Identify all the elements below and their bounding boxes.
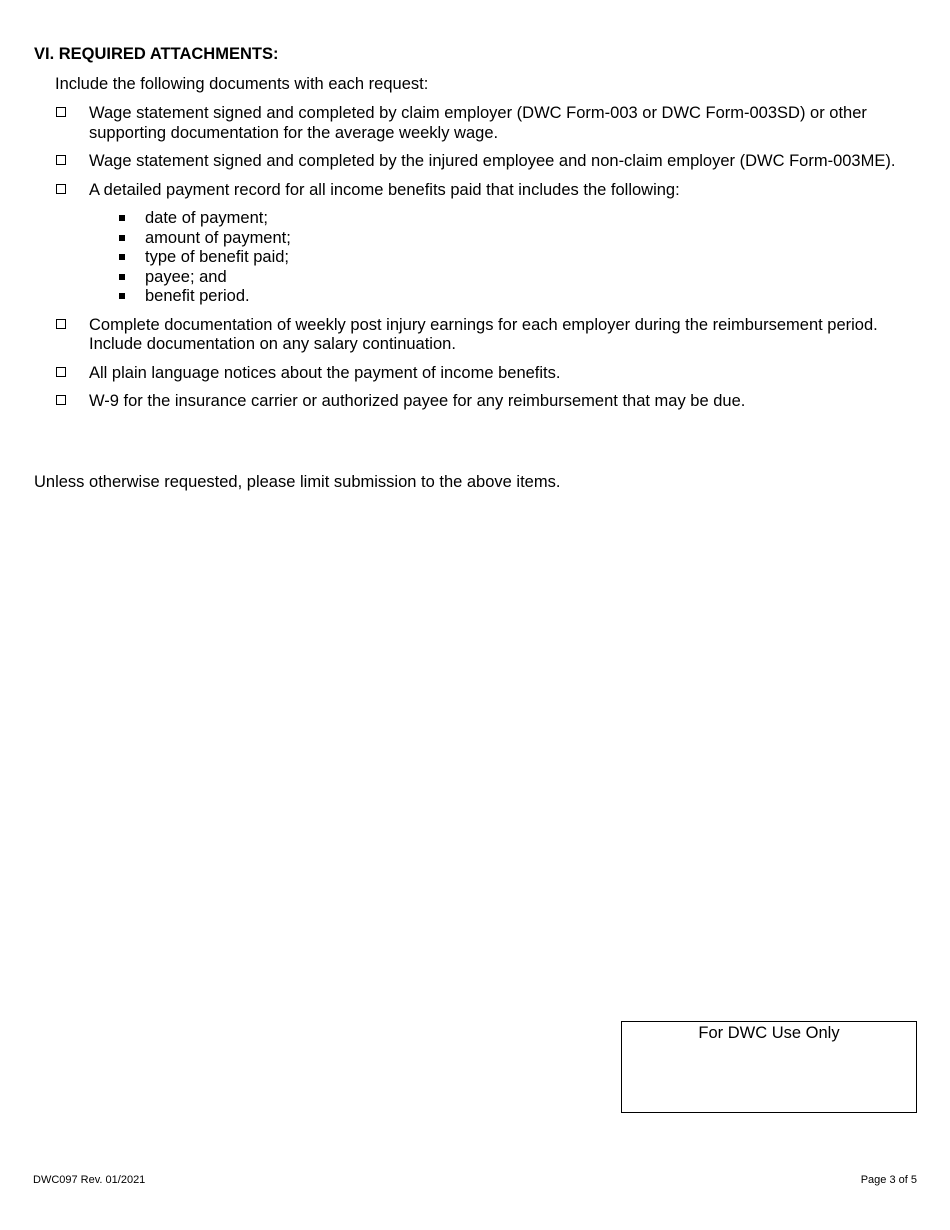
checklist-item-text: Complete documentation of weekly post injury earnings for each employer during the reimbursement period. Include documentation on any salary continuation. (89, 315, 878, 353)
checkbox[interactable] (56, 395, 66, 405)
square-bullet-icon (119, 254, 125, 260)
section-intro: Include the following documents with each request: (55, 75, 429, 93)
checklist-item-text: Wage statement signed and completed by the injured employee and non-claim employer (DWC Form-003ME). (89, 152, 896, 170)
square-bullet-icon (119, 215, 125, 221)
list-item (111, 268, 915, 288)
checkbox[interactable] (56, 184, 66, 194)
checklist-item-text: A detailed payment record for all income benefits paid that includes the following: (89, 180, 680, 199)
checklist-item-plain-language-notices (55, 364, 915, 384)
checklist-item-payment-record (55, 181, 915, 307)
checkbox[interactable] (56, 107, 66, 117)
checklist-item-wage-statement-non-claim (55, 152, 915, 172)
section-title: VI. REQUIRED ATTACHMENTS: (34, 45, 279, 63)
list-item-text: type of benefit paid; (145, 248, 290, 266)
list-item (111, 209, 915, 229)
form-id: DWC097 Rev. 01/2021 (33, 1174, 146, 1186)
list-item-text: benefit period. (145, 287, 250, 305)
list-item (111, 248, 915, 268)
checklist-item-text: All plain language notices about the payment of income benefits. (89, 363, 561, 382)
checkbox[interactable] (56, 155, 66, 165)
checklist-item-w9 (55, 392, 915, 412)
page-number: Page 3 of 5 (860, 1174, 917, 1186)
dwc-box-label: For DWC Use Only (698, 1024, 840, 1042)
square-bullet-icon (119, 293, 125, 299)
checklist-item-text: W-9 for the insurance carrier or authorized payee for any reimbursement that may be due. (89, 392, 746, 410)
checklist-item-wage-statement-employer (55, 104, 915, 143)
checklist-item-text: Wage statement signed and completed by claim employer (DWC Form-003 or DWC Form-003SD) or other supporting documentation for the average weekly wage. (89, 104, 867, 142)
square-bullet-icon (119, 235, 125, 241)
attachments-checklist (55, 104, 915, 421)
checkbox[interactable] (56, 319, 66, 329)
square-bullet-icon (119, 274, 125, 280)
closing-note: Unless otherwise requested, please limit submission to the above items. (34, 473, 561, 491)
list-item-text: payee; and (145, 267, 227, 286)
list-item (111, 229, 915, 249)
payment-record-details-list (111, 209, 915, 307)
list-item-text: amount of payment; (145, 228, 291, 247)
list-item-text: date of payment; (145, 209, 268, 227)
checkbox[interactable] (56, 367, 66, 377)
list-item (111, 287, 915, 307)
dwc-use-only-box (621, 1021, 917, 1113)
checklist-item-post-injury-earnings (55, 316, 915, 355)
